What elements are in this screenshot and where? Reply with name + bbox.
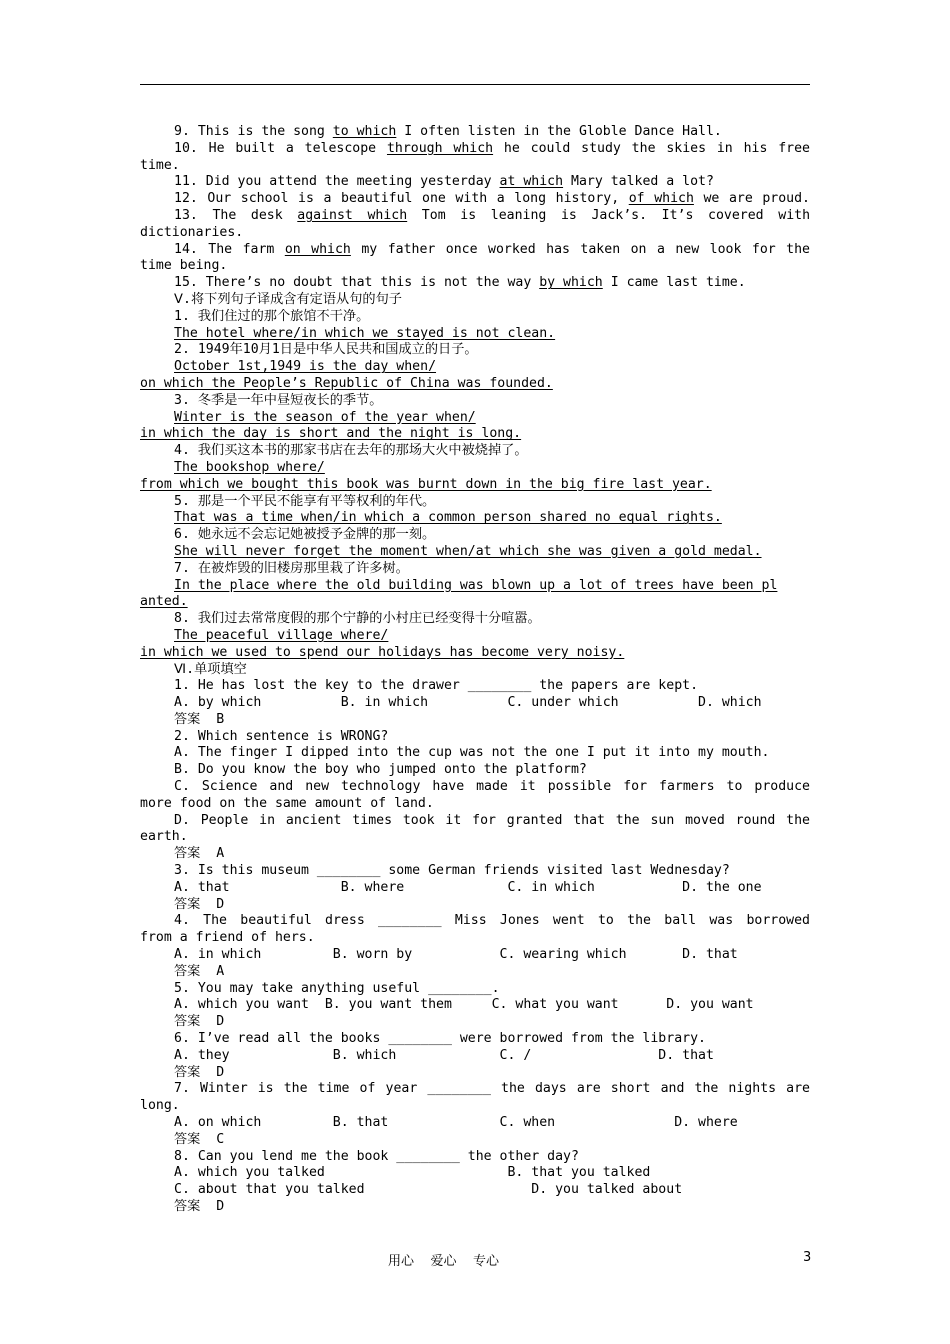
line-text: 13. The desk	[174, 207, 298, 223]
line-text: 3. 冬季是一年中昼短夜长的季节。	[174, 392, 383, 408]
line-text: 10. He built a telescope	[174, 140, 387, 156]
answer-text: The hotel where/in which we stayed is not clean.	[174, 325, 556, 341]
text-line	[140, 695, 810, 712]
text-line	[140, 829, 810, 846]
line-text: earth.	[140, 829, 188, 845]
text-line	[140, 645, 810, 662]
text-line	[140, 1165, 810, 1182]
line-text: 答案 A	[174, 963, 225, 979]
line-text: A. in which B. worn by C. wearing which D. that	[174, 947, 738, 963]
line-text: 5. 那是一个平民不能享有平等权利的年代。	[174, 493, 436, 509]
text-line	[140, 578, 810, 595]
text-line	[140, 342, 810, 359]
answer-text: That was a time when/in which a common person shared no equal rights.	[174, 510, 722, 526]
footer-slogan: 用心 爱心 专心	[388, 1254, 500, 1269]
text-line	[140, 191, 810, 208]
text-line	[140, 796, 810, 813]
text-line	[140, 594, 810, 611]
text-line	[140, 326, 810, 343]
line-text: 答案 B	[174, 711, 225, 727]
answer-text: October 1st,1949 is the day when/	[174, 359, 437, 375]
line-text: A. which you talked B. that you talked	[174, 1165, 651, 1181]
text-line	[140, 359, 810, 376]
text-line	[140, 141, 810, 158]
line-text: 11. Did you attend the meeting yesterday	[174, 174, 500, 190]
answer-text: at which	[499, 174, 564, 190]
text-line	[140, 174, 810, 191]
line-text: from a friend of hers.	[140, 930, 315, 946]
text-line	[140, 309, 810, 326]
line-text: 15. There’s no doubt that this is not the way	[174, 275, 540, 291]
line-text: D. People in ancient times took it for granted that the sun moved round the	[174, 812, 810, 828]
text-line	[140, 1132, 810, 1149]
text-line	[140, 527, 810, 544]
answer-text: The peaceful village where/	[174, 627, 389, 643]
answer-text: anted.	[140, 594, 188, 610]
line-text: 2. 1949年10月1日是中华人民共和国成立的日子。	[174, 342, 478, 358]
line-text: 答案 A	[174, 846, 225, 862]
text-line	[140, 913, 810, 930]
line-text: 8. Can you lend me the book ________ the other day?	[174, 1148, 579, 1164]
text-line	[140, 846, 810, 863]
text-line	[140, 729, 810, 746]
line-text: he could study the skies in his free	[493, 140, 810, 156]
text-line	[140, 1115, 810, 1132]
text-line	[140, 158, 810, 175]
text-line	[140, 1149, 810, 1166]
line-text: 答案 C	[174, 1131, 225, 1147]
line-text: 4. 我们买这本书的那家书店在去年的那场大火中被烧掉了。	[174, 443, 528, 459]
text-line	[140, 930, 810, 947]
answer-text: through which	[386, 140, 494, 156]
text-line	[140, 242, 810, 259]
answer-text: from which we bought this book was burnt down in the big fire last year.	[140, 476, 712, 492]
line-text: my father once worked has taken on a new look for the	[350, 241, 810, 257]
text-line	[140, 426, 810, 443]
line-text: 9. This is the song	[174, 124, 333, 139]
line-text: 14. The farm	[174, 241, 285, 257]
text-line	[140, 611, 810, 628]
line-text: 5. You may take anything useful ________.	[174, 980, 500, 996]
line-text: long.	[140, 1098, 180, 1114]
text-line	[140, 981, 810, 998]
text-line	[140, 863, 810, 880]
line-text: B. Do you know the boy who jumped onto the platform?	[174, 762, 587, 778]
answer-text: in which we used to spend our holidays has become very noisy.	[140, 644, 625, 660]
line-text: dictionaries.	[140, 224, 244, 240]
line-text: 7. 在被炸毁的旧楼房那里栽了许多树。	[174, 560, 409, 576]
line-text: A. which you want B. you want them C. what you want D. you want	[174, 997, 754, 1013]
text-line	[140, 964, 810, 981]
answer-text: of which	[628, 191, 694, 207]
text-line	[140, 477, 810, 494]
line-text: I came last time.	[602, 275, 746, 291]
text-line	[140, 225, 810, 242]
line-text: A. on which B. that C. when D. where	[174, 1115, 738, 1131]
line-text: C. about that you talked D. you talked about	[174, 1182, 683, 1198]
line-text: 8. 我们过去常常度假的那个宁静的小村庄已经变得十分喧嚣。	[174, 611, 541, 627]
text-line	[140, 880, 810, 897]
text-line	[140, 494, 810, 511]
answer-text: in which the day is short and the night is long.	[140, 426, 522, 442]
line-text: 答案 D	[174, 896, 225, 912]
text-line	[140, 561, 810, 578]
line-text: 1. 我们住过的那个旅馆不干净。	[174, 308, 370, 324]
text-line	[140, 510, 810, 527]
line-text: 1. He has lost the key to the drawer ________ the papers are kept.	[174, 678, 699, 694]
answer-text: on which	[284, 241, 351, 257]
text-line	[140, 292, 810, 309]
page-number: 3	[803, 1250, 812, 1265]
line-text: 2. Which sentence is WRONG?	[174, 728, 389, 744]
line-text: Ⅴ.将下列句子译成含有定语从句的句子	[174, 291, 402, 307]
line-text: 7. Winter is the time of year ________ the days are short and the nights are	[174, 1081, 810, 1097]
text-line	[140, 997, 810, 1014]
answer-text: She will never forget the moment when/at which she was given a gold medal.	[174, 543, 762, 559]
line-text: Mary talked a lot?	[563, 174, 714, 190]
text-line	[140, 779, 810, 796]
answer-text: The bookshop where/	[174, 459, 325, 475]
answer-text: Winter is the season of the year when/	[174, 409, 476, 425]
text-line	[140, 1098, 810, 1115]
answer-text: on which the People’s Republic of China was founded.	[140, 375, 553, 391]
line-text: A. The finger I dipped into the cup was not the one I put it into my mouth.	[174, 745, 770, 761]
text-line	[140, 1031, 810, 1048]
line-text: Ⅵ.单项填空	[174, 661, 247, 677]
text-line	[140, 628, 810, 645]
header-rule	[140, 84, 810, 85]
text-line	[140, 1014, 810, 1031]
line-text: 答案 D	[174, 1199, 225, 1214]
text-line	[140, 258, 810, 275]
answer-text: by which	[539, 275, 603, 291]
text-line	[140, 662, 810, 679]
text-line	[140, 1048, 810, 1065]
text-line	[140, 1081, 810, 1098]
text-line	[140, 712, 810, 729]
line-text: 4. The beautiful dress ________ Miss Jones went to the ball was borrowed	[174, 913, 810, 929]
line-text: 6. 她永远不会忘记她被授予金牌的那一刻。	[174, 527, 436, 543]
text-line	[140, 762, 810, 779]
document-body	[140, 124, 810, 1216]
text-line	[140, 678, 810, 695]
answer-text: to which	[332, 124, 397, 139]
line-text: 12. Our school is a beautiful one with a long history,	[174, 191, 629, 207]
text-line	[140, 947, 810, 964]
line-text: we are proud.	[693, 191, 810, 207]
line-text: time being.	[140, 258, 228, 274]
text-line	[140, 460, 810, 477]
text-line	[140, 813, 810, 830]
text-line	[140, 275, 810, 292]
text-line	[140, 443, 810, 460]
text-line	[140, 1199, 810, 1216]
line-text: Tom is leaning is Jack’s. It’s covered with	[407, 207, 811, 223]
text-line	[140, 897, 810, 914]
line-text: 答案 D	[174, 1014, 225, 1030]
line-text: 3. Is this museum ________ some German friends visited last Wednesday?	[174, 863, 730, 879]
line-text: C. Science and new technology have made it possible for farmers to produce	[174, 779, 810, 795]
text-line	[140, 1065, 810, 1082]
line-text: A. they B. which C. / D. that	[174, 1047, 714, 1063]
line-text: more food on the same amount of land.	[140, 795, 434, 811]
line-text: I often listen in the Globle Dance Hall.	[396, 124, 722, 139]
text-line	[140, 393, 810, 410]
line-text: A. by which B. in which C. under which D. which	[174, 695, 762, 711]
text-line	[140, 208, 810, 225]
line-text: time.	[140, 157, 180, 173]
text-line	[140, 410, 810, 427]
text-line	[140, 124, 810, 141]
line-text: A. that B. where C. in which D. the one	[174, 879, 762, 895]
answer-text: against which	[297, 207, 408, 223]
line-text: 答案 D	[174, 1064, 225, 1080]
text-line	[140, 544, 810, 561]
text-line	[140, 745, 810, 762]
text-line	[140, 1182, 810, 1199]
line-text: 6. I’ve read all the books ________ were borrowed from the library.	[174, 1031, 706, 1047]
answer-text: In the place where the old building was blown up a lot of trees have been pl	[174, 577, 778, 593]
text-line	[140, 376, 810, 393]
